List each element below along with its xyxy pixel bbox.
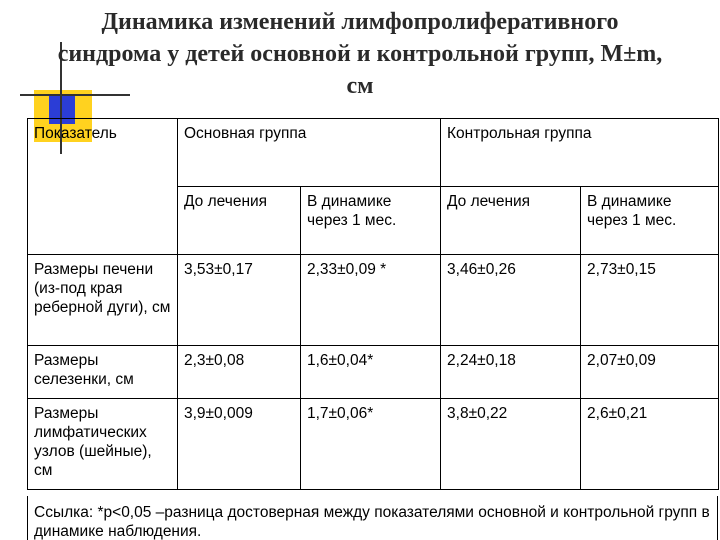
subheader-main-after: В динамике через 1 мес.	[301, 187, 441, 255]
cell-control-before: 2,24±0,18	[441, 346, 581, 399]
table-row	[28, 399, 719, 490]
table-row	[28, 255, 719, 346]
table-row	[28, 346, 719, 399]
row-label: Размеры селезенки, см	[28, 346, 178, 399]
table-footnote: Ссылка: *p<0,05 –разница достоверная между показателями основной и контрольной групп в динамике наблюдения.	[27, 496, 718, 540]
row-label: Размеры лимфатических узлов (шейные), см	[28, 399, 178, 490]
cell-main-after: 2,33±0,09 *	[301, 255, 441, 346]
slide-title	[0, 6, 720, 102]
subheader-control-before: До лечения	[441, 187, 581, 255]
header-control-group: Контрольная группа	[441, 119, 719, 187]
cell-main-after: 1,7±0,06*	[301, 399, 441, 490]
subheader-main-before: До лечения	[178, 187, 301, 255]
cell-main-before: 3,53±0,17	[178, 255, 301, 346]
cell-control-after: 2,73±0,15	[581, 255, 719, 346]
cell-control-before: 3,46±0,26	[441, 255, 581, 346]
results-table	[27, 118, 719, 490]
header-indicator: Показатель	[28, 119, 178, 255]
row-label: Размеры печени (из-под края реберной дуги), см	[28, 255, 178, 346]
cell-control-before: 3,8±0,22	[441, 399, 581, 490]
table-header-row	[28, 119, 719, 187]
slide-title-line-2: синдрома у детей основной и контрольной групп, M±m,	[57, 41, 663, 67]
cell-main-after: 1,6±0,04*	[301, 346, 441, 399]
header-main-group: Основная группа	[178, 119, 441, 187]
subheader-control-after: В динамике через 1 мес.	[581, 187, 719, 255]
cell-main-before: 3,9±0,009	[178, 399, 301, 490]
slide-title-line-3: см	[346, 73, 374, 99]
cell-control-after: 2,07±0,09	[581, 346, 719, 399]
slide-title-line-1: Динамика изменений лимфопролиферативного	[101, 9, 619, 35]
cell-main-before: 2,3±0,08	[178, 346, 301, 399]
cell-control-after: 2,6±0,21	[581, 399, 719, 490]
